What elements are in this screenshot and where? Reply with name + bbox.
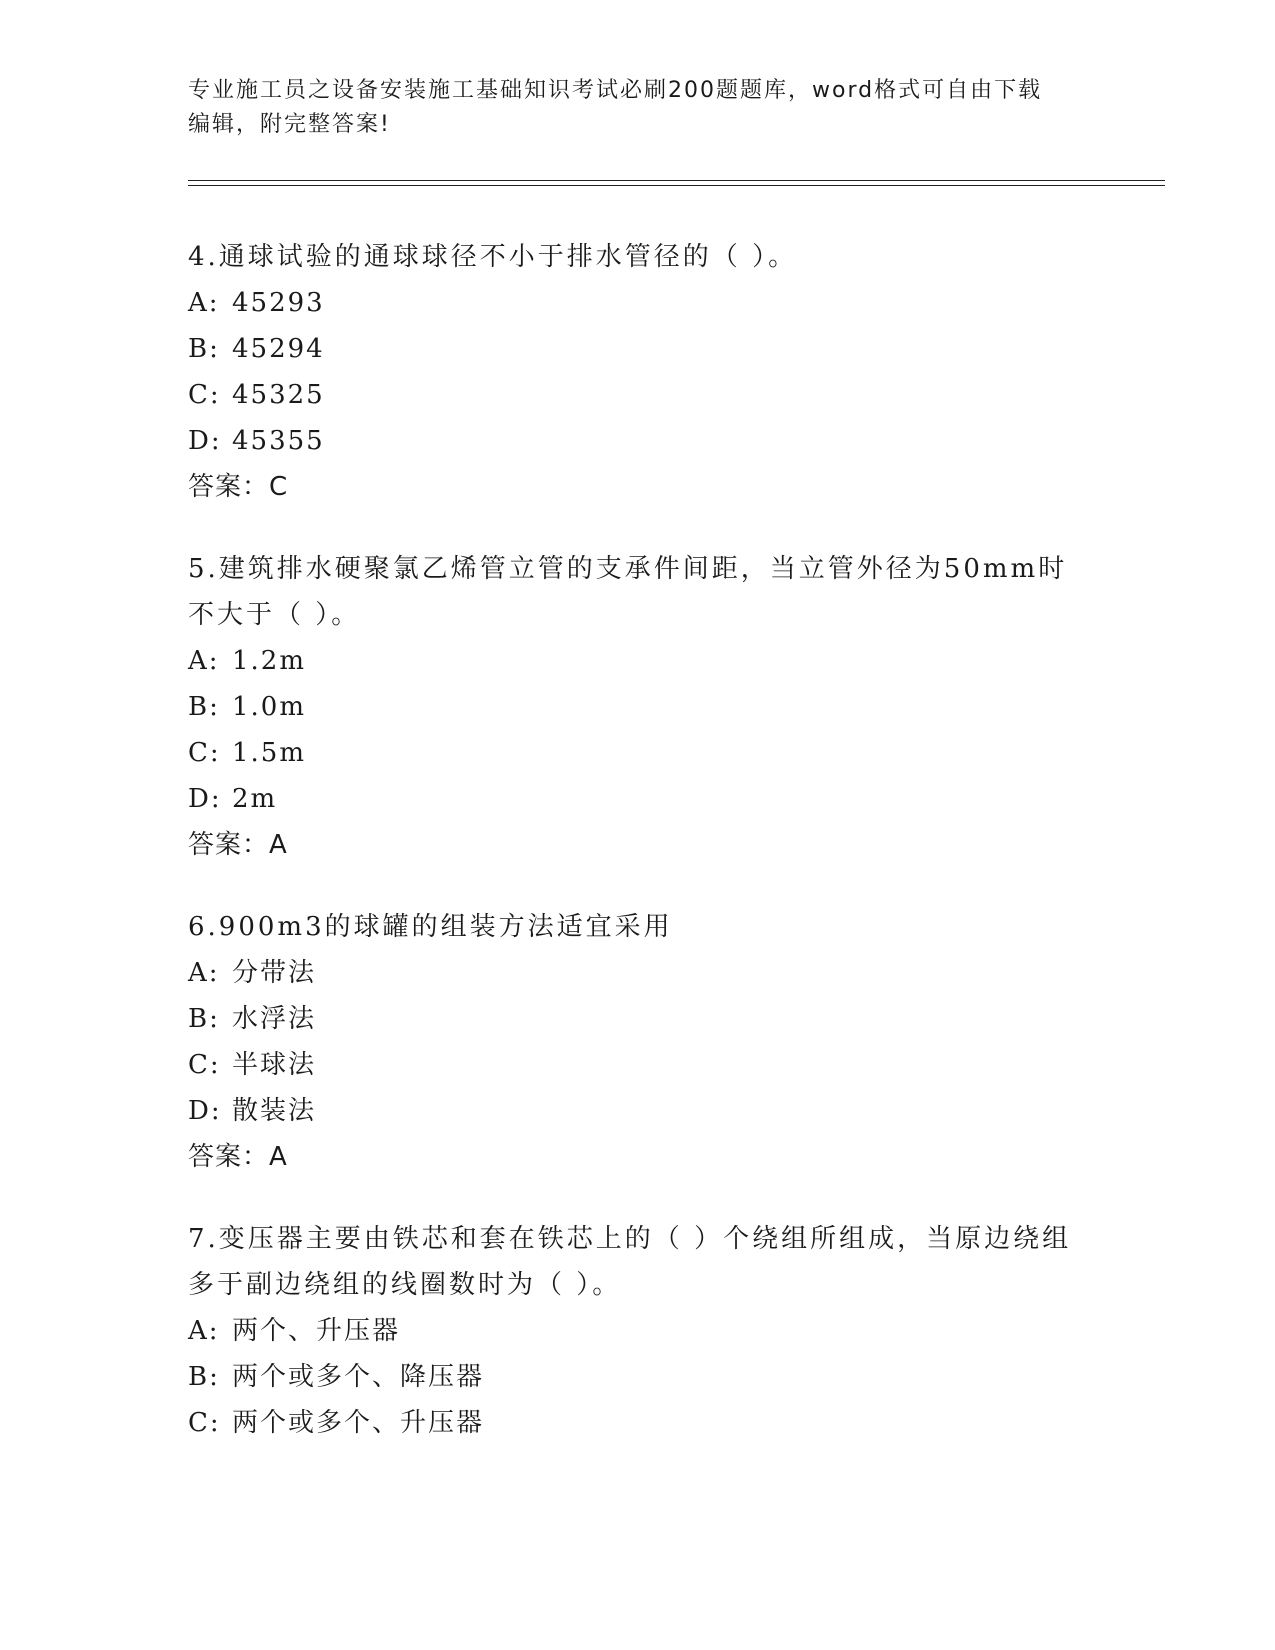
- option-letter: B:: [188, 334, 220, 364]
- option-text: 2m: [232, 784, 278, 814]
- option-text: 45293: [232, 288, 325, 318]
- answer-line: 答案：A: [188, 1142, 288, 1172]
- option-letter: A:: [188, 646, 220, 676]
- option-text: 半球法: [232, 1050, 317, 1080]
- option-c: [188, 730, 1088, 776]
- option-letter: C:: [188, 1050, 221, 1080]
- option-letter: D:: [188, 426, 222, 456]
- option-text: 两个或多个、降压器: [232, 1362, 485, 1392]
- question-4: [188, 234, 1088, 510]
- question-5: [188, 546, 1088, 868]
- answer-line: 答案：A: [188, 830, 288, 860]
- header-line-1: 专业施工员之设备安装施工基础知识考试必刷200题题库，word格式可自由下载: [188, 78, 1043, 103]
- option-text: 1.5m: [232, 738, 307, 768]
- option-d: [188, 1088, 1088, 1134]
- option-b: [188, 326, 1088, 372]
- option-text: 散装法: [232, 1096, 317, 1126]
- option-b: [188, 996, 1088, 1042]
- option-letter: C:: [188, 1408, 221, 1438]
- option-c: [188, 1400, 1088, 1446]
- option-letter: C:: [188, 380, 221, 410]
- option-text: 45294: [232, 334, 325, 364]
- option-letter: B:: [188, 1004, 220, 1034]
- option-letter: D:: [188, 784, 222, 814]
- option-a: [188, 950, 1088, 996]
- option-letter: B:: [188, 692, 220, 722]
- option-c: [188, 372, 1088, 418]
- header-divider-bottom: [188, 185, 1165, 186]
- option-c: [188, 1042, 1088, 1088]
- option-text: 1.2m: [232, 646, 307, 676]
- question-list: [188, 234, 1088, 1482]
- option-a: [188, 1308, 1088, 1354]
- option-d: [188, 418, 1088, 464]
- question-text: 6.900m3的球罐的组装方法适宜采用: [188, 912, 673, 942]
- question-text: 7.变压器主要由铁芯和套在铁芯上的（ ）个绕组所组成，当原边绕组多于副边绕组的线圈数时为（ ）。: [188, 1224, 1072, 1300]
- option-text: 两个、升压器: [232, 1316, 401, 1346]
- option-letter: A:: [188, 1316, 220, 1346]
- option-letter: A:: [188, 288, 220, 318]
- option-letter: C:: [188, 738, 221, 768]
- question-text: 5.建筑排水硬聚氯乙烯管立管的支承件间距，当立管外径为50mm时不大于（ ）。: [188, 554, 1068, 630]
- option-b: [188, 684, 1088, 730]
- option-letter: A:: [188, 958, 220, 988]
- option-letter: B:: [188, 1362, 220, 1392]
- document-header: [188, 74, 1088, 142]
- header-divider-top: [188, 180, 1165, 181]
- option-a: [188, 638, 1088, 684]
- option-b: [188, 1354, 1088, 1400]
- question-text: 4.通球试验的通球球径不小于排水管径的（ ）。: [188, 242, 798, 272]
- question-6: [188, 904, 1088, 1180]
- answer-line: 答案：C: [188, 472, 289, 502]
- option-text: 两个或多个、升压器: [232, 1408, 485, 1438]
- option-text: 分带法: [232, 958, 317, 988]
- option-text: 45325: [232, 380, 325, 410]
- option-letter: D:: [188, 1096, 222, 1126]
- option-text: 45355: [232, 426, 325, 456]
- option-text: 1.0m: [232, 692, 307, 722]
- option-a: [188, 280, 1088, 326]
- option-d: [188, 776, 1088, 822]
- header-line-2: 编辑，附完整答案!: [188, 112, 391, 137]
- option-text: 水浮法: [232, 1004, 317, 1034]
- question-7: [188, 1216, 1088, 1446]
